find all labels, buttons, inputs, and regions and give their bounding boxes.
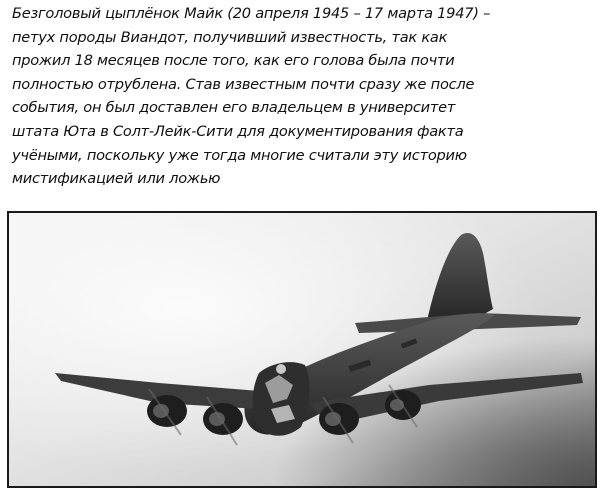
engine-nacelle	[203, 403, 243, 435]
caption-line: события, он был доставлен его владельцем в университет	[12, 99, 456, 117]
damage-debris	[276, 364, 286, 374]
caption-line: прожил 18 месяцев после того, как его голова была почти	[12, 52, 455, 70]
caption-line: штата Юта в Солт-Лейк-Сити для документирования факта	[12, 122, 464, 140]
caption-line: Безголовый цыплёнок Майк (20 апреля 1945 – 17 марта 1947) –	[12, 5, 491, 22]
caption-line: петух породы Виандот, получивший известность, так как	[12, 28, 448, 46]
dark-corner	[9, 213, 595, 486]
engine-nacelle	[319, 403, 359, 435]
caption-line: полностью отрублена. Став известным почти сразу же после	[12, 75, 475, 93]
caption-line: мистификацией или ложью	[12, 170, 221, 188]
caption-line: учёными, поскольку уже тогда многие считали эту историю	[12, 146, 467, 164]
bomber-photo-image	[9, 213, 595, 486]
caption-text	[12, 2, 596, 191]
engine-nacelle	[147, 395, 187, 427]
bomber-photo	[7, 211, 597, 488]
